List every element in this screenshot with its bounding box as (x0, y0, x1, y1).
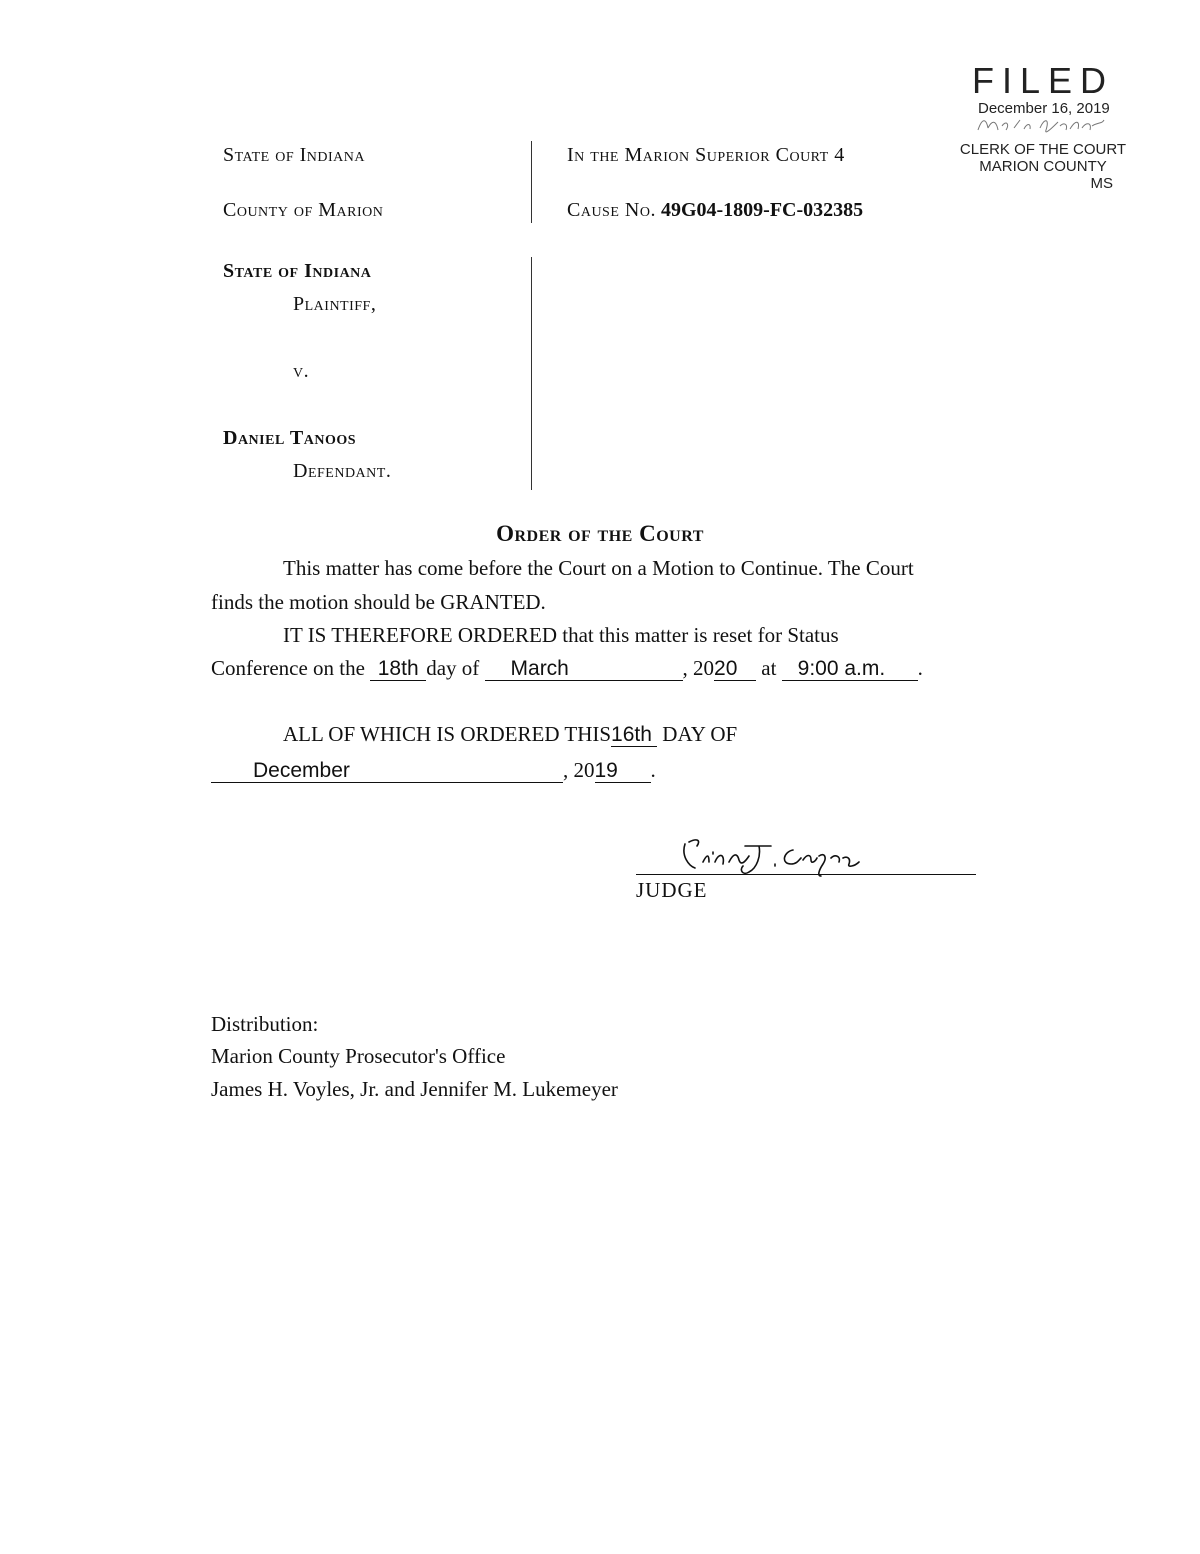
filed-stamp-clerk (953, 141, 1133, 192)
ordered-month: December (211, 760, 563, 783)
order-para1-line1: This matter has come before the Court on a Motion to Continue. The Court (283, 556, 914, 580)
court-name: In the Marion Superior Court 4 (567, 144, 845, 166)
clerk-county: MARION COUNTY (979, 158, 1107, 175)
conference-month: March (485, 658, 683, 681)
distribution-recipient: Marion County Prosecutor's Office (211, 1044, 506, 1068)
distribution-label: Distribution: (211, 1012, 319, 1036)
cause-line (567, 199, 863, 222)
ordered-day: 16th (611, 724, 657, 747)
versus: v. (293, 360, 310, 382)
conference-day-of: day of (426, 656, 480, 680)
caption-state: State of Indiana (223, 144, 365, 166)
ordered-line (283, 722, 737, 747)
conference-end: . (917, 656, 923, 680)
caption-divider-top (531, 141, 532, 223)
plaintiff-name: State of Indiana (223, 260, 372, 282)
conference-day: 18th (370, 658, 426, 681)
plaintiff-role: Plaintiff, (293, 293, 377, 315)
caption-county: County of Marion (223, 199, 384, 221)
conference-time: 9:00 a.m. (782, 658, 918, 681)
cause-label: Cause No. (567, 199, 656, 221)
conference-year: 20 (714, 658, 756, 681)
order-title: Order of the Court (496, 521, 704, 546)
order-para2-line1: IT IS THEREFORE ORDERED that this matter is reset for Status (283, 623, 839, 647)
defendant-name: Daniel Tanoos (223, 427, 357, 449)
order-para1-line2: finds the motion should be GRANTED. (211, 590, 546, 614)
judge-label: JUDGE (636, 878, 708, 902)
judge-signature-line (636, 874, 976, 875)
filed-stamp-title: FILED (972, 60, 1115, 101)
ordered-end: . (650, 758, 656, 782)
ordered-day-suffix: DAY OF (662, 722, 738, 746)
clerk-signature (970, 114, 1120, 136)
conference-prefix: Conference on the (211, 656, 365, 680)
clerk-initials: MS (1090, 175, 1113, 192)
ordered-year: 19 (595, 760, 651, 783)
clerk-title: CLERK OF THE COURT (959, 141, 1127, 158)
conference-line (211, 656, 923, 681)
ordered-date-line (211, 758, 656, 783)
filed-stamp-date: December 16, 2019 (978, 100, 1110, 117)
defendant-role: Defendant. (293, 460, 392, 482)
conference-at: at (761, 656, 777, 680)
ordered-year-prefix: , 20 (563, 758, 595, 782)
cause-number: 49G04-1809-FC-032385 (660, 199, 864, 221)
conference-year-prefix: , 20 (682, 656, 715, 680)
ordered-prefix: ALL OF WHICH IS ORDERED THIS (283, 722, 612, 746)
caption-divider-bottom (531, 257, 532, 490)
distribution-recipient: James H. Voyles, Jr. and Jennifer M. Lukemeyer (211, 1077, 618, 1101)
